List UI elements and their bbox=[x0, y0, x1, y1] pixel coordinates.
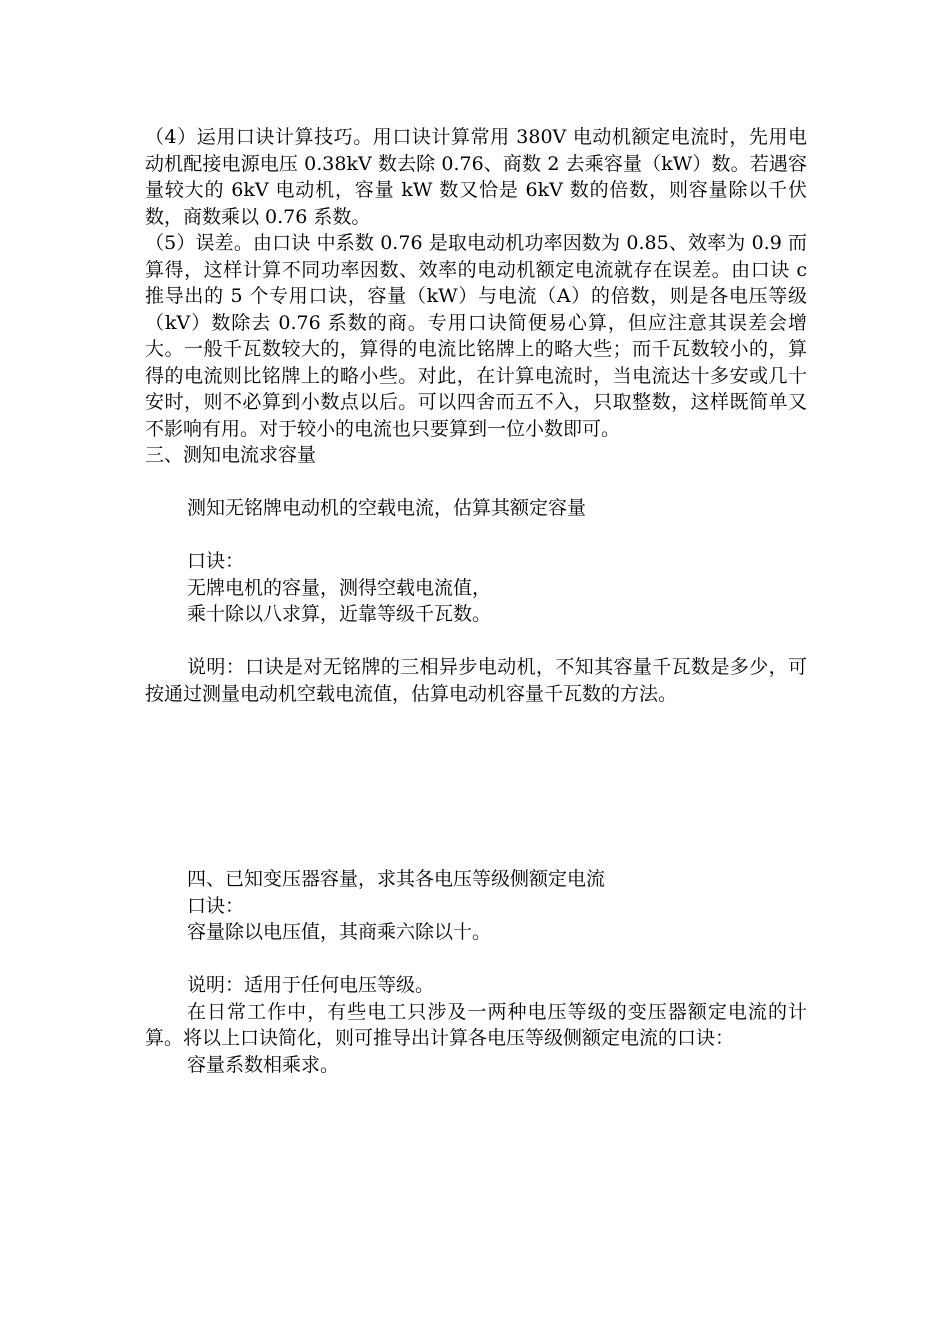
blank-line bbox=[145, 628, 807, 655]
part3-rhyme-line-1: 无牌电机的容量，测得空载电流值， bbox=[187, 576, 492, 599]
part3-note: 说明：口诀是对无铭牌的三相异步电动机，不知其容量千瓦数是多少，可按通过测量电动机空载电流值，估算电动机容量千瓦数的方法。 bbox=[145, 656, 807, 705]
document-page bbox=[145, 124, 807, 1078]
part4-heading: 四、已知变压器容量，求其各电压等级侧额定电流 bbox=[187, 868, 606, 890]
blank-line bbox=[145, 469, 807, 496]
section5-paragraph: （5）误差。由口诀 中系数 0.76 是取电动机功率因数为 0.85、效率为 0.9 而算得，这样计算不同功率因数、效率的电动机额定电流就存在误差。由口诀 c 推导出的 5 个专用口诀，容量（kW）与电流（A）的倍数，则是各电压等级（kV）数除去 0.76 系数的商。专用口诀简便易心算，但应注意其误差会增大。一般千瓦数较大的，算得的电流比铭牌上的略大些；而千瓦数较小的，算得的电流则比铭牌上的略小些。对此，在计算电流时，当电流达十多安或几十安时，则不必算到小数点以后。可以四舍而五不入，只取整数，这样既简单又不影响有用。对于较小的电流也只要算到一位小数即可。 bbox=[145, 232, 807, 440]
blank-line bbox=[145, 522, 807, 549]
section4-paragraph: （4）运用口诀计算技巧。用口诀计算常用 380V 电动机额定电流时，先用电动机配接电源电压 0.38kV 数去除 0.76、商数 2 去乘容量（kW）数。若遇容量较大的 6kV 电动机，容量 kW 数又恰是 6kV 数的倍数，则容量除以千伏数，商数乘以 0.76 系数。 bbox=[145, 126, 807, 228]
blank-space bbox=[145, 707, 807, 866]
part4-rhyme-label: 口诀： bbox=[187, 894, 245, 917]
part4-daily-work: 在日常工作中，有些电工只涉及一两种电压等级的变压器额定电流的计算。将以上口诀简化，则可推导出计算各电压等级侧额定电流的口诀： bbox=[145, 1000, 807, 1049]
part4-note: 说明：适用于任何电压等级。 bbox=[187, 974, 435, 996]
part3-intro: 测知无铭牌电动机的空载电流，估算其额定容量 bbox=[187, 497, 587, 519]
blank-line bbox=[145, 946, 807, 973]
part3-heading: 三、测知电流求容量 bbox=[145, 444, 317, 466]
part4-rhyme-line-1: 容量除以电压值，其商乘六除以十。 bbox=[187, 921, 492, 943]
part4-simplified-rhyme: 容量系数相乘求。 bbox=[187, 1053, 340, 1076]
part3-rhyme-line-2: 乘十除以八求算，近靠等级千瓦数。 bbox=[187, 603, 492, 625]
part3-rhyme-label: 口诀： bbox=[187, 550, 245, 572]
